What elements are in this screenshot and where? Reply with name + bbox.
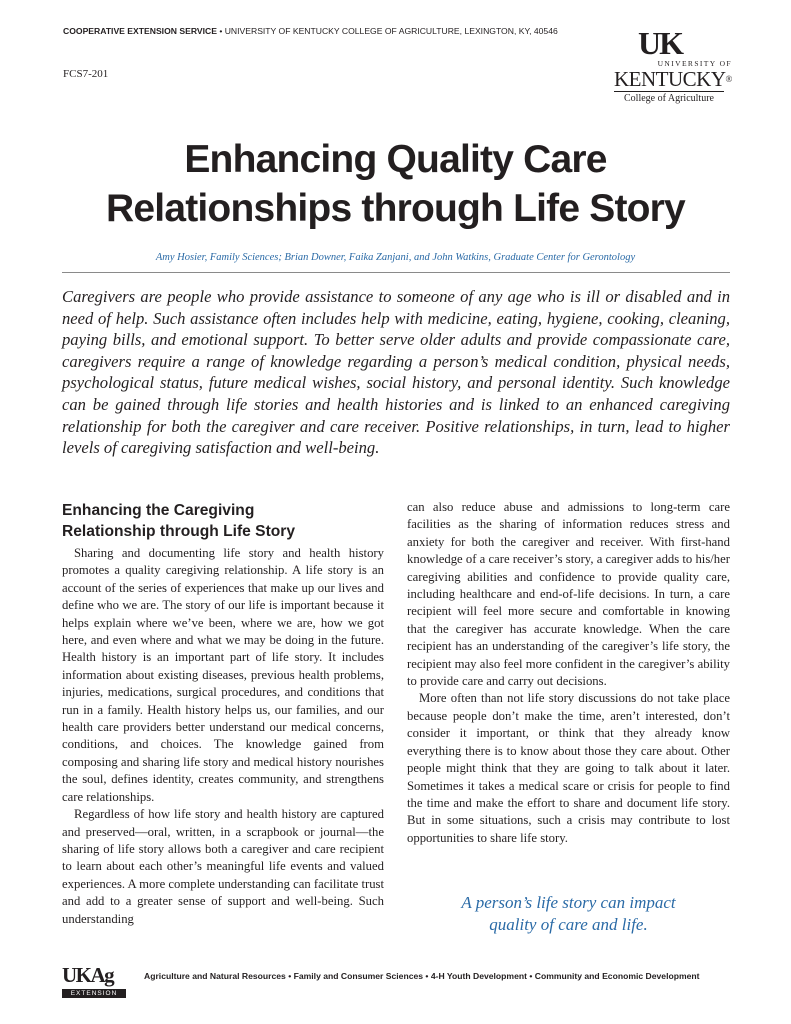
ukag-logo-bar: EXTENSION <box>62 989 126 998</box>
section-heading-line-1: Enhancing the Caregiving <box>62 502 255 519</box>
uk-logo-kentucky <box>614 68 732 90</box>
ukag-logo-text: UKAg <box>62 963 114 987</box>
header-org-rest: • UNIVERSITY OF KENTUCKY COLLEGE OF AGRICULTURE, LEXINGTON, KY, 40546 <box>216 26 558 36</box>
uk-logo-university-of: UNIVERSITY OF <box>657 59 732 68</box>
body-paragraph: can also reduce abuse and admissions to long-term care facilities as the sharing of information reduces stress and anxiety for both the caregiver and receiver. With first-hand knowledge of a care receiver’s story, a caregiver adds to his/her caregiving abilities and confidence to provide quality care, including healthcare and end-of-life decisions. In turn, a care recipient will feel more secure and comfortable in knowing that the caregiver has accurate knowledge. When the care recipient has an understanding of the caregiver’s life story, the recipient may also feel more confident in the caregiver’s ability to provide care and carry out decisions. <box>407 500 730 689</box>
authors-line: Amy Hosier, Family Sciences; Brian Downer, Faika Zanjani, and John Watkins, Graduate Center for Gerontology <box>155 252 636 263</box>
title-divider <box>62 272 730 273</box>
left-column <box>62 545 384 928</box>
title-line-2: Relationships through Life Story <box>106 187 685 230</box>
footer-programs: Agriculture and Natural Resources • Family and Consumer Sciences • 4-H Youth Development • Community and Economic Development <box>144 971 700 981</box>
body-paragraph: Regardless of how life story and health history are captured and preserved—oral, written, in a scrapbook or journal—the sharing of life story allows both a caregiver and care recipient to learn about each other’s meaningful life events and valued experiences. A more complete understanding can facilitate trust and add to a greater sense of support and well-being. Such understanding <box>62 807 384 926</box>
uk-logo-rule <box>614 91 724 92</box>
title-line-1: Enhancing Quality Care <box>184 138 607 181</box>
uk-logo-mark: UK <box>638 25 682 61</box>
ukag-extension-logo <box>62 963 130 1001</box>
publication-number: FCS7-201 <box>63 68 109 80</box>
pull-quote <box>407 892 730 936</box>
trademark-mark: ® <box>725 74 732 84</box>
header-org-bold: COOPERATIVE EXTENSION SERVICE <box>63 26 217 36</box>
pull-quote-line-1: A person’s life story can impact <box>461 893 676 912</box>
body-paragraph: More often than not life story discussions do not take place because people don’t make the time, aren’t interested, don’t consider it important, or think that they already know everything there is to know about those they care about. Other people might think that they are going to talk about it later. Sometimes it takes a medical scare or crisis for people to find the time and make the effort to share and document life story. But in some situations, such a crisis may contribute to lost opportunities to share life story. <box>407 691 730 845</box>
header-org-line <box>63 26 623 36</box>
pull-quote-line-2: quality of care and life. <box>489 915 648 934</box>
section-heading <box>62 500 384 542</box>
body-paragraph: Sharing and documenting life story and health history promotes a quality caregiving relationship. A life story is an account of the series of experiences that make up our lives and define who we are. The story of our life is important because it helps explain where we’ve been, where we are, how we got here, and even where and what we may be doing in the future. Health history is an important part of life story. It includes information about existing diseases, previous health problems, injuries, medications, surgical procedures, and conditions that run in a family. Health history helps us, our families, and our health care providers better understand our medical concerns, conditions, and choices. The knowledge gained from composing and sharing life story and medical history nourishes the soul, defines identity, creates community, and strengthens care relationships. <box>62 546 384 804</box>
uk-logo-college: College of Agriculture <box>624 93 714 104</box>
document-title <box>40 135 751 233</box>
section-heading-line-2: Relationship through Life Story <box>62 523 296 540</box>
abstract: Caregivers are people who provide assistance to someone of any age who is ill or disabled and in need of help. Such assistance often includes help with medicine, eating, hygiene, cooking, cleaning, paying bills, and emotional support. To better serve older adults and provide compassionate care, caregivers require a range of knowledge regarding a person’s medical condition, physical needs, psychological status, future medical wishes, social history, and personal identity. Such knowledge can be gained through life stories and health histories and is linked to an enhanced caregiving relationship for both the caregiver and care receiver. Positive relationships, in turn, lead to higher levels of caregiving satisfaction and well-being. <box>62 287 730 458</box>
university-logo <box>612 26 734 106</box>
right-column <box>407 499 730 847</box>
uk-logo-kentucky-text: KENTUCKY <box>614 67 726 91</box>
